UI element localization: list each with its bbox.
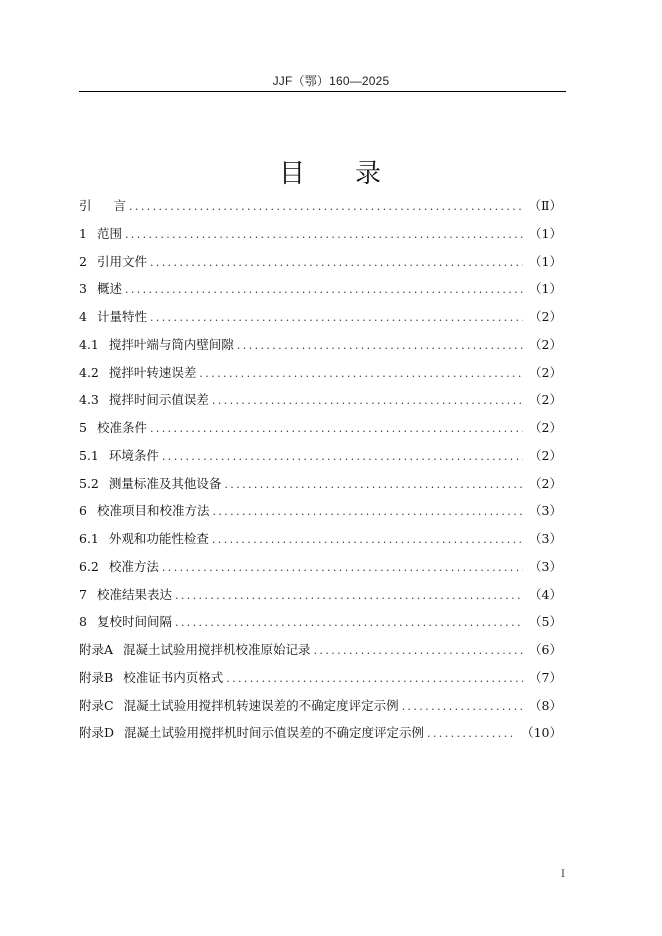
toc-leader xyxy=(125,225,523,245)
toc-number: 附录C xyxy=(79,697,114,713)
toc-title: 校准条件 xyxy=(96,420,147,435)
toc-page-number: （5） xyxy=(529,614,562,630)
toc-number: 引 xyxy=(79,198,92,213)
toc-page-number: （6） xyxy=(529,642,562,657)
toc-entry-appendix-a[interactable] xyxy=(79,640,562,668)
toc-title: 搅拌叶转速误差 xyxy=(108,364,197,380)
toc-entry-appendix-c[interactable] xyxy=(79,696,562,724)
toc-title: 校准证书内页格式 xyxy=(123,669,224,685)
toc-title: 混凝土试验用搅拌机时间示值误差的不确定度评定示例 xyxy=(124,725,425,741)
title-char-2: 录 xyxy=(355,159,384,189)
toc-number: 5 xyxy=(79,420,87,435)
toc-entry-5-1[interactable] xyxy=(79,446,562,474)
toc-page-number: （1） xyxy=(529,253,562,269)
toc-number: 5.1 xyxy=(79,447,99,463)
toc-page-number: （2） xyxy=(529,420,562,435)
toc-entry-2[interactable] xyxy=(79,252,562,280)
toc-page-number: （8） xyxy=(529,697,562,713)
toc-title: 测量标准及其他设备 xyxy=(108,475,222,491)
toc-number: 附录B xyxy=(79,669,114,685)
toc-entry-appendix-b[interactable] xyxy=(79,668,562,696)
toc-page-number: （3） xyxy=(529,558,562,574)
toc-title: 范围 xyxy=(96,225,122,241)
toc-title: 混凝土试验用搅拌机转速误差的不确定度评定示例 xyxy=(123,697,399,713)
toc-title: 外观和功能性检查 xyxy=(108,531,209,546)
toc-leader xyxy=(237,336,523,356)
toc-entry-6-1[interactable] xyxy=(79,529,562,557)
toc-leader xyxy=(125,280,523,300)
toc-page-number: （2） xyxy=(529,309,562,324)
toc-leader xyxy=(212,391,523,411)
toc-entry-5-2[interactable] xyxy=(79,474,562,502)
toc-title: 引用文件 xyxy=(96,253,147,269)
toc-leader xyxy=(175,613,523,633)
toc-leader xyxy=(224,475,523,495)
toc-number: 2 xyxy=(79,253,87,269)
toc-entry-7[interactable] xyxy=(79,585,562,613)
toc-entry-introduction[interactable] xyxy=(79,196,562,224)
toc-leader xyxy=(212,502,523,522)
toc-entry-4-1[interactable] xyxy=(79,335,562,363)
document-header: JJF（鄂）160—2025 xyxy=(272,74,390,88)
toc-number: 附录A xyxy=(79,642,114,657)
toc-page-number: （2） xyxy=(529,475,562,491)
toc-number: 6.2 xyxy=(79,558,99,574)
toc-leader xyxy=(402,697,523,717)
toc-number: 4.2 xyxy=(79,364,99,380)
toc-entry-8[interactable] xyxy=(79,612,562,640)
toc-leader xyxy=(150,419,523,439)
toc-leader xyxy=(226,669,523,689)
toc-page-number: （3） xyxy=(529,531,562,546)
toc-leader xyxy=(162,558,523,578)
toc-entry-6[interactable] xyxy=(79,501,562,529)
toc-page-number: （7） xyxy=(529,669,562,685)
toc-title: 校准项目和校准方法 xyxy=(96,503,210,519)
title-char-1: 目 xyxy=(278,159,307,189)
toc-number: 3 xyxy=(79,281,87,297)
toc-page-number: （4） xyxy=(529,586,562,602)
toc-page-number: （2） xyxy=(529,336,562,352)
toc-page-number: （2） xyxy=(529,364,562,380)
toc-number: 附录D xyxy=(79,725,115,741)
toc-number: 4.1 xyxy=(79,336,99,352)
toc-leader xyxy=(150,308,523,328)
toc-leader xyxy=(162,447,523,467)
toc-title: 搅拌时间示值误差 xyxy=(108,392,209,408)
toc-number: 6.1 xyxy=(79,531,99,546)
toc-entry-6-2[interactable] xyxy=(79,557,562,585)
toc-title: 校准结果表达 xyxy=(96,586,172,602)
toc-number: 4 xyxy=(79,309,87,324)
toc-title: 言 xyxy=(113,198,127,213)
toc-entry-appendix-d[interactable] xyxy=(79,723,562,751)
toc-number: 5.2 xyxy=(79,475,99,491)
toc-number: 7 xyxy=(79,586,87,602)
page-number: I xyxy=(561,869,565,880)
toc-title: 混凝土试验用搅拌机校准原始记录 xyxy=(123,642,311,657)
toc-page-number: （3） xyxy=(529,503,562,519)
toc-entry-1[interactable] xyxy=(79,224,562,252)
toc-number: 1 xyxy=(79,225,87,241)
toc-page-number: （2） xyxy=(529,447,562,463)
toc-title: 搅拌叶端与筒内壁间隙 xyxy=(108,336,234,352)
toc-leader xyxy=(199,364,523,384)
header-rule xyxy=(79,91,566,92)
toc-page-number: （2） xyxy=(529,392,562,408)
page-title xyxy=(0,153,662,190)
toc-number: 6 xyxy=(79,503,87,519)
toc-entry-4-3[interactable] xyxy=(79,390,562,418)
toc-entry-5[interactable] xyxy=(79,418,562,446)
toc-entry-3[interactable] xyxy=(79,279,562,307)
toc-title: 校准方法 xyxy=(108,558,159,574)
toc-page-number: （1） xyxy=(529,281,562,297)
toc-leader xyxy=(212,530,523,550)
toc-leader xyxy=(175,586,523,606)
table-of-contents xyxy=(79,196,562,751)
toc-leader xyxy=(150,253,523,273)
toc-leader xyxy=(427,724,515,744)
toc-number: 4.3 xyxy=(79,392,99,408)
toc-page-number: （1） xyxy=(529,225,562,241)
toc-title: 环境条件 xyxy=(108,447,159,463)
toc-leader xyxy=(314,641,524,661)
toc-title: 概述 xyxy=(96,281,122,297)
toc-title: 复校时间间隔 xyxy=(96,614,172,630)
toc-entry-4[interactable] xyxy=(79,307,562,335)
toc-page-number: （10） xyxy=(521,725,562,741)
toc-number: 8 xyxy=(79,614,87,630)
toc-title: 计量特性 xyxy=(96,309,147,324)
toc-entry-4-2[interactable] xyxy=(79,363,562,391)
toc-leader xyxy=(129,197,522,217)
toc-page-number: （Ⅱ） xyxy=(528,198,562,213)
